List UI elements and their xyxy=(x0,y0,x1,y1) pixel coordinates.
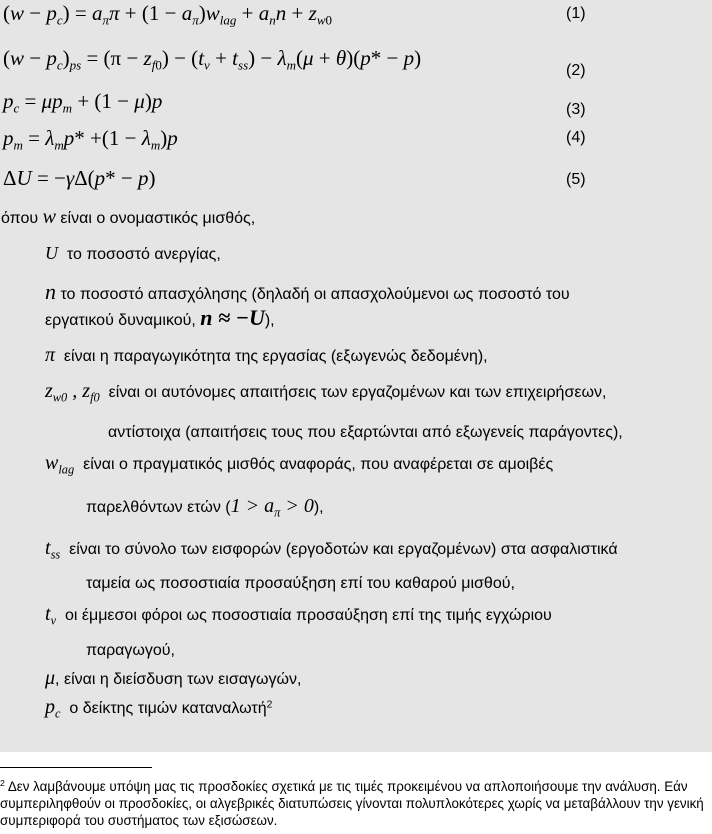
equation-number-1: (1) xyxy=(566,5,586,22)
equation-5: ΔU = −γΔ(p* − p) xyxy=(3,166,156,190)
footnote-text: Δεν λαμβάνουμε υπόψη μας τις προσδοκίες σχετικά με τις τιμές προκειμένου να απλοποιήσουμε την ανάλυση. Εάν συμπεριληφθούν οι προσδοκίες, οι αλγεβρικές διατυπώσεις γίνονται πολυπλοκότερες χωρίς να μεταβάλλουν την γενική συμπεριφορά του συστήματος των εξισώσεων. xyxy=(0,779,704,828)
definition-w xyxy=(1,206,255,229)
definition-n-close: ), xyxy=(264,312,275,329)
definition-pc xyxy=(45,696,272,719)
definition-U-text: το ποσοστό ανεργίας, xyxy=(66,246,221,263)
footnote-divider xyxy=(0,767,152,768)
definition-n-line-1 xyxy=(45,279,570,305)
footnote xyxy=(0,778,712,829)
definition-n-line-2 xyxy=(45,305,275,331)
definition-wlag-close: ), xyxy=(313,499,324,516)
definition-z-line-1 xyxy=(45,380,606,403)
definition-z-text-1: είναι οι αυτόνομες απαιτήσεις των εργαζομένων και των επιχειρήσεων, xyxy=(108,384,607,401)
definition-z-line-2: αντίστοιχα (απαιτήσεις τους που εξαρτώνται από εξωγενείς παράγοντες), xyxy=(108,424,623,441)
symbol-U: U xyxy=(45,243,58,263)
symbol-n: n xyxy=(45,279,56,304)
definition-wlag-text-2: παρελθόντων ετών ( xyxy=(86,499,231,516)
definition-wlag-text-1: είναι ο πραγματικός μισθός αναφοράς, που αναφέρεται σε αμοιβές xyxy=(83,456,554,473)
equation-3: $p_c = \mu p_m + (1 - \mu)p$ xyxy=(3,89,163,116)
definition-tv-line-2: παραγωγού, xyxy=(86,642,175,659)
symbol-pi: π xyxy=(45,344,56,366)
definition-pi xyxy=(45,344,488,367)
equation-number-4: (4) xyxy=(566,129,586,146)
symbol-tss: $t_{ss}$ xyxy=(45,537,61,562)
definition-w-text: είναι ο ονομαστικός μισθός, xyxy=(60,210,256,227)
definition-wlag-line-2 xyxy=(86,495,324,518)
equation-4: $p_m = \lambda_mp* +(1 - \lambda_m)p$ xyxy=(3,126,178,153)
definition-pc-text: ο δείκτης τιμών καταναλωτή xyxy=(69,700,267,717)
equation-2: $(w - p_c)_{ps} = (\pi - z_{f0}) - (t_v + t_{ss}) - \lambda_m(\mu + \theta)(p* - p)$ xyxy=(3,46,422,73)
definition-mu-text: , είναι η διείσδυση των εισαγωγών, xyxy=(55,671,302,688)
footnote-mark: 2 xyxy=(0,778,5,789)
definition-n-text-2: εργατικού δυναμικού, xyxy=(45,312,196,329)
definition-pi-text: είναι η παραγωγικότητα της εργασίας (εξωγενώς δεδομένη), xyxy=(63,348,488,365)
symbol-mu: μ xyxy=(45,667,56,689)
n-approx-expression: n ≈ −U xyxy=(200,305,265,330)
definition-mu xyxy=(45,667,301,690)
equation-1: $(w - p_c) = a_\pi\pi + (1 - a_\pi)w_{lag} + a_nn + z_{w0}$ xyxy=(3,1,333,28)
intro-word: όπου xyxy=(1,210,39,227)
symbol-pc: $p_c$ xyxy=(45,696,61,721)
definition-wlag-line-1 xyxy=(45,452,553,475)
symbol-tv: $t_v$ xyxy=(45,603,57,628)
wlag-inequality: $1 > a_\pi > 0$ xyxy=(230,495,314,520)
symbol-z: $z_{w0}$ , $z_{f0}$ xyxy=(45,380,100,405)
equation-number-3: (3) xyxy=(566,101,586,118)
definition-tv-line-1 xyxy=(45,603,552,626)
symbol-w: w xyxy=(42,206,56,228)
definition-tss-line-2: ταμεία ως ποσοστιαία προσαύξηση επί του καθαρού μισθού, xyxy=(86,575,515,592)
definition-tss-text-1: είναι το σύνολο των εισφορών (εργοδοτών και εργαζομένων) στα ασφαλιστικά xyxy=(69,541,618,558)
footnote-reference[interactable]: 2 xyxy=(266,699,273,711)
equation-number-2: (2) xyxy=(566,62,586,79)
equation-number-5: (5) xyxy=(566,171,586,188)
definition-U xyxy=(45,243,221,264)
definition-tv-text-1: οι έμμεσοι φόροι ως ποσοστιαία προσαύξηση επί της τιμής εγχώριου xyxy=(64,607,552,624)
symbol-wlag: $w_{lag}$ xyxy=(45,452,75,477)
definition-n-text-1: το ποσοστό απασχόλησης (δηλαδή οι απασχολούμενοι ως ποσοστό του xyxy=(60,286,570,303)
definition-tss-line-1 xyxy=(45,537,618,560)
